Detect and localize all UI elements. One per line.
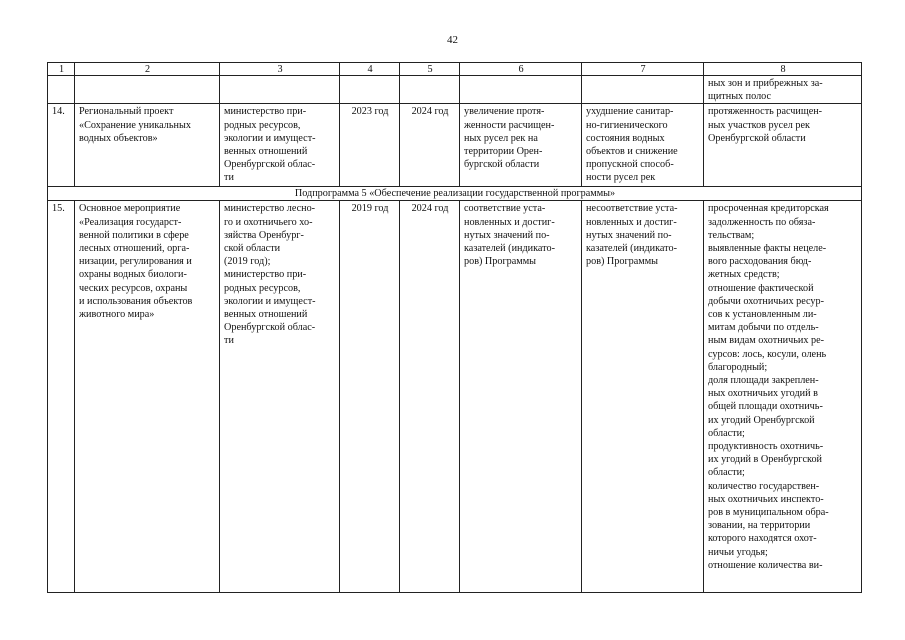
table-header-row	[48, 63, 862, 76]
continuation-row	[48, 76, 862, 104]
end-year-cell: 2024 год	[400, 104, 460, 187]
header-cell: 1	[48, 63, 75, 76]
program-table	[47, 62, 862, 593]
header-cell: 7	[582, 63, 704, 76]
row-number: 15.	[48, 201, 75, 593]
header-cell: 2	[75, 63, 220, 76]
header-cell: 6	[460, 63, 582, 76]
header-cell: 5	[400, 63, 460, 76]
expected-result-cell: увеличение протя- женности расчищен- ных русел рек на территории Орен- бургской области	[460, 104, 582, 187]
start-year-cell: 2019 год	[340, 201, 400, 593]
subprogram-title: Подпрограмма 5 «Обеспечение реализации государственной программы»	[48, 187, 862, 201]
end-year-cell: 2024 год	[400, 201, 460, 593]
start-year-cell: 2023 год	[340, 104, 400, 187]
measure-name-cell: Основное мероприятие «Реализация государст- венной политики в сфере лесных отношений, орга- низации, регулирования и охраны водных биологи- ческих ресурсов, охраны и использования объектов животного мира»	[75, 201, 220, 593]
consequence-cell: ухудшение санитар- но-гигиенического состояния водных объектов и снижение пропускной способ- ности русел рек	[582, 104, 704, 187]
header-cell: 4	[340, 63, 400, 76]
page-number: 42	[447, 34, 458, 46]
indicator-cell: просроченная кредиторская задолженность по обяза- тельствам; выявленные факты нецеле- вого расходования бюд- жетных средств; отношение фактической добычи охотничьих ресур- сов к установленным ли- митам добычи по отдель- ным видам охотничьих ре- сурсов: лось, косули, олень благородный; доля площади закреплен- ных охотничьих угодий в общей площади охотничь- их угодий Оренбургской области; продуктивность охотничь- их угодий в Оренбургской области; количество государствен- ных охотничьих инспекто- ров в муниципальном обра- зовании, на территории которого находятся охот- ничьи угодья; отношение количества ви-	[704, 201, 862, 593]
table-row-15	[48, 201, 862, 593]
header-cell: 3	[220, 63, 340, 76]
subprogram-row	[48, 187, 862, 201]
continuation-indicator-cell: ных зон и прибрежных за- щитных полос	[704, 76, 862, 104]
row-number: 14.	[48, 104, 75, 187]
executor-cell: министерство лесно- го и охотничьего хо- зяйства Оренбург- ской области (2019 год); министерство при- родных ресурсов, экологии и имущест- венных отношений Оренбургской облас- ти	[220, 201, 340, 593]
indicator-cell: протяженность расчищен- ных участков русел рек Оренбургской области	[704, 104, 862, 187]
measure-name-cell: Региональный проект «Сохранение уникальных водных объектов»	[75, 104, 220, 187]
table-row-14	[48, 104, 862, 187]
header-cell: 8	[704, 63, 862, 76]
expected-result-cell: соответствие уста- новленных и достиг- нутых значений по- казателей (индикато- ров) Программы	[460, 201, 582, 593]
executor-cell: министерство при- родных ресурсов, экологии и имущест- венных отношений Оренбургской облас- ти	[220, 104, 340, 187]
consequence-cell: несоответствие уста- новленных и достиг- нутых значений по- казателей (индикато- ров) Программы	[582, 201, 704, 593]
